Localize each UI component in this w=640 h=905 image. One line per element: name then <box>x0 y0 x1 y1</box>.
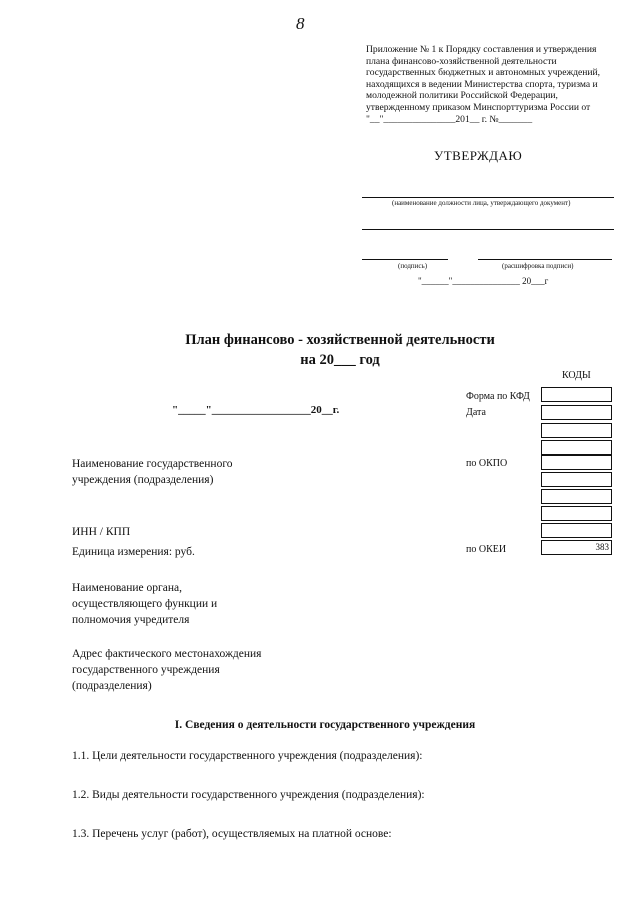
appendix-line: Приложение № 1 к Порядку составления и утверждения <box>366 44 597 55</box>
form-kfd-label: Форма по КФД <box>466 391 530 402</box>
code-box-6[interactable] <box>541 472 612 487</box>
signature-line <box>362 259 448 260</box>
inn-kpp-label: ИНН / КПП <box>72 526 131 538</box>
paragraph-activities: 1.2. Виды деятельности государственного учреждения (подразделения): <box>72 789 425 801</box>
unit-label: Единица измерения: руб. <box>72 546 195 558</box>
section-heading: I. Сведения о деятельности государственного учреждения <box>174 719 476 731</box>
approval-date: "______"_______________ 20___г <box>418 276 549 286</box>
decoding-caption: (расшифровка подписи) <box>502 262 574 270</box>
institution-name-label: Наименование государственного учреждения (подразделения) <box>72 458 233 486</box>
code-box-8[interactable] <box>541 506 612 521</box>
appendix-line: государственных бюджетных и автономных учреждений, <box>366 67 601 79</box>
position-caption: (наименование должности лица, утверждающего документ) <box>392 199 571 207</box>
address-label: Адрес фактического местонахождения государственного учреждения (подразделения) <box>72 648 262 692</box>
appendix-note <box>366 44 626 125</box>
date-label: Дата <box>466 407 486 418</box>
code-box-3[interactable] <box>541 423 612 438</box>
code-box-4[interactable] <box>541 440 612 455</box>
decoding-line <box>478 259 612 260</box>
okpo-label: по ОКПО <box>466 458 508 469</box>
appendix-line: утвержденному приказом Минспорттуризма России от <box>366 101 591 113</box>
code-box-form[interactable] <box>541 387 612 402</box>
document-year: на 20___ год <box>300 352 380 368</box>
approval-heading: УТВЕРЖДАЮ <box>434 148 523 163</box>
code-box-okpo[interactable] <box>541 455 612 470</box>
code-box-okei[interactable]: 383 <box>541 540 612 555</box>
position-line <box>362 197 614 198</box>
position-line-2 <box>362 229 614 230</box>
document-title: План финансово - хозяйственной деятельности <box>185 332 495 348</box>
founder-body-label: Наименование органа, осуществляющего функции и полномочия учредителя <box>72 582 218 626</box>
page-number: 8 <box>296 14 305 33</box>
signature-caption: (подпись) <box>398 262 428 270</box>
code-box-date[interactable] <box>541 405 612 420</box>
appendix-line: плана финансово-хозяйственной деятельности <box>366 55 557 67</box>
code-box-9[interactable] <box>541 523 612 538</box>
code-box-7[interactable] <box>541 489 612 504</box>
codes-header: КОДЫ <box>562 370 591 381</box>
paragraph-goals: 1.1. Цели деятельности государственного учреждения (подразделения): <box>72 750 423 762</box>
paragraph-services: 1.3. Перечень услуг (работ), осуществляемых на платной основе: <box>72 828 392 840</box>
appendix-line: находящихся в ведении Министерства спорта, туризма и <box>366 78 598 90</box>
appendix-line: "__"_______________201__ г. №_______ <box>366 113 533 125</box>
plan-date: "_____"__________________20__г. <box>172 404 340 416</box>
appendix-line: молодежной политики Российской Федерации, <box>366 90 558 102</box>
okei-label: по ОКЕИ <box>466 544 507 555</box>
